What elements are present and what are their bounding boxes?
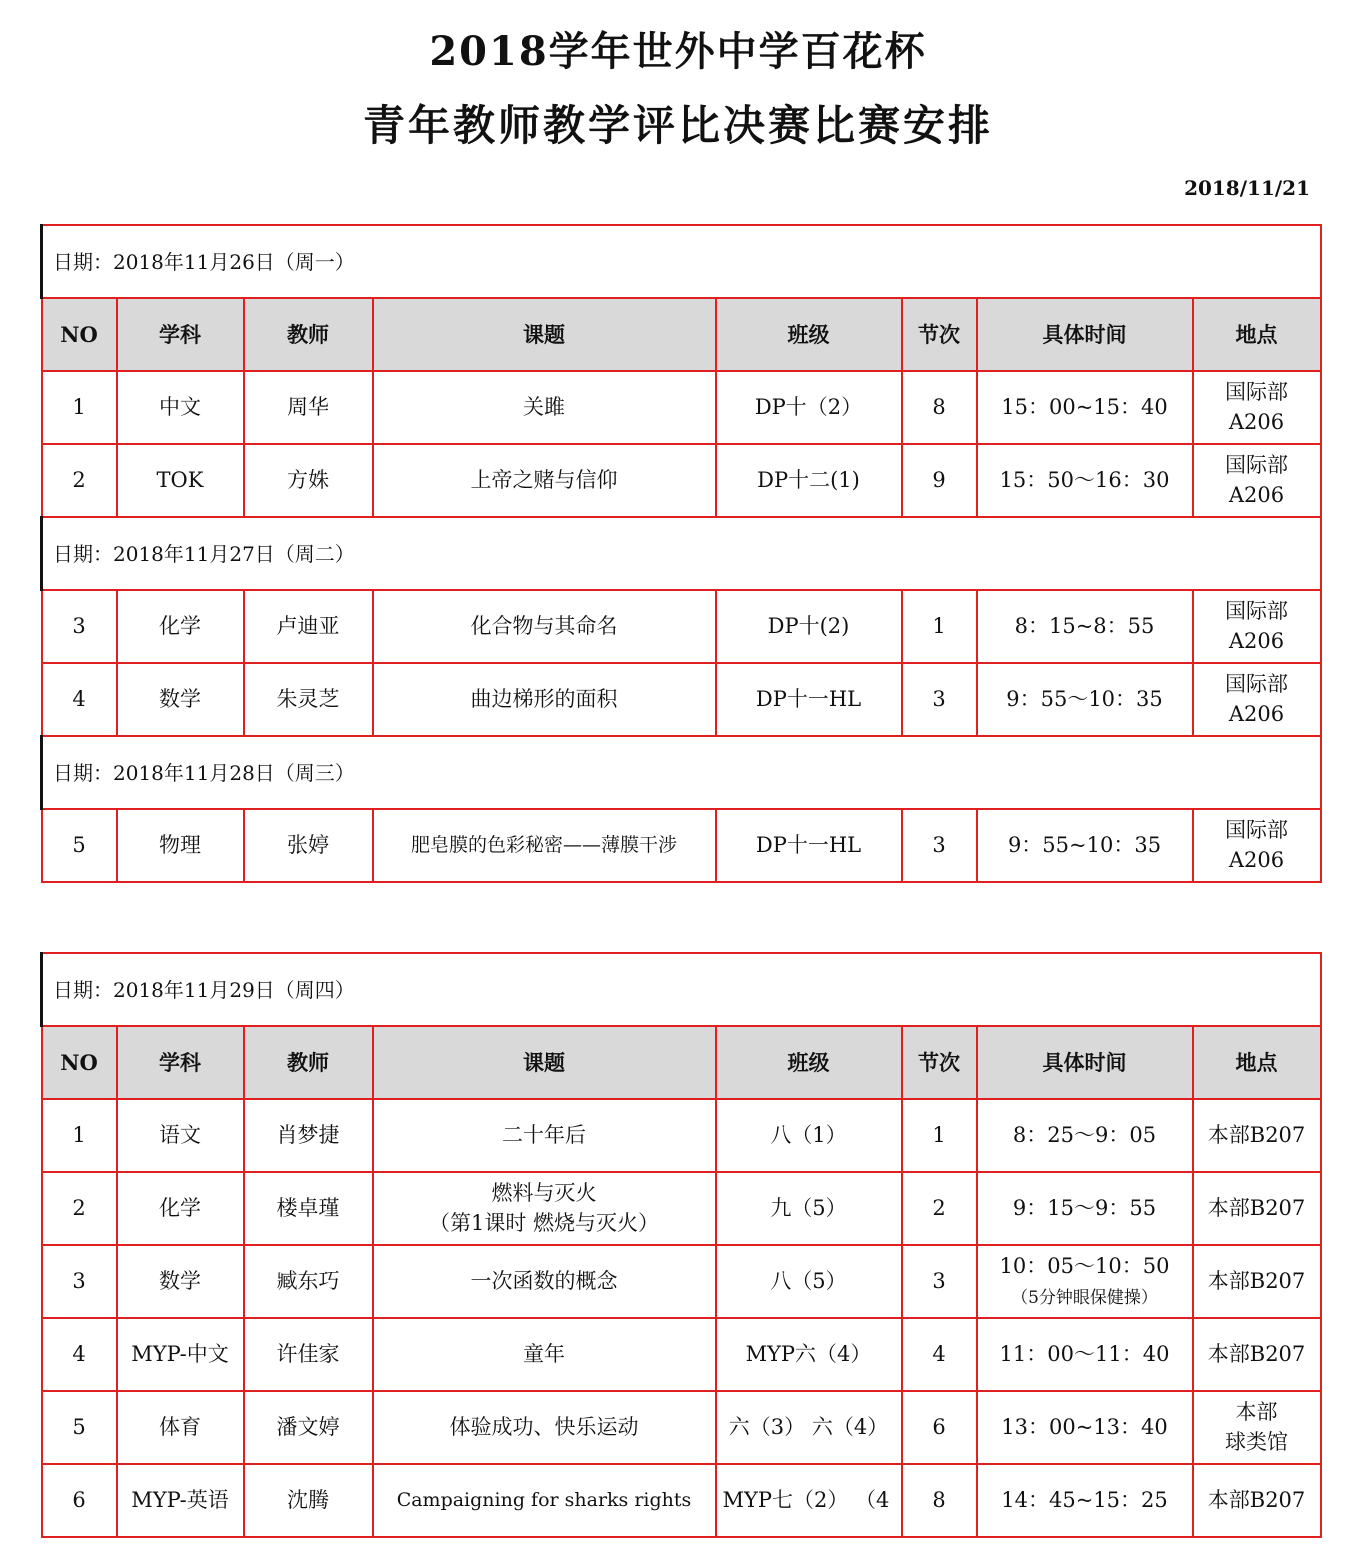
topic-sub: （第1课时 燃烧与灭火） bbox=[428, 1210, 660, 1235]
table-row bbox=[42, 590, 1321, 663]
place-room: 球类馆 bbox=[1225, 1429, 1289, 1454]
cell-teacher: 沈腾 bbox=[244, 1464, 373, 1537]
cell-period: 3 bbox=[902, 663, 977, 736]
cell-subject: 物理 bbox=[117, 809, 244, 882]
cell-no: 1 bbox=[42, 1099, 117, 1172]
col-header-time: 具体时间 bbox=[977, 298, 1193, 371]
cell-place bbox=[1193, 444, 1321, 517]
place-room: A206 bbox=[1228, 847, 1285, 872]
cell-topic: 化合物与其命名 bbox=[373, 590, 716, 663]
table-row bbox=[42, 371, 1321, 444]
cell-subject: 数学 bbox=[117, 1245, 244, 1318]
cell-no: 5 bbox=[42, 1391, 117, 1464]
place-building: 国际部 bbox=[1225, 453, 1289, 478]
cell-teacher: 方姝 bbox=[244, 444, 373, 517]
cell-subject: 语文 bbox=[117, 1099, 244, 1172]
cell-time: 8：15~8：55 bbox=[977, 590, 1193, 663]
place-building: 国际部 bbox=[1225, 380, 1289, 405]
cell-topic: 童年 bbox=[373, 1318, 716, 1391]
cell-time bbox=[977, 1245, 1193, 1318]
col-header-teacher: 教师 bbox=[244, 298, 373, 371]
cell-topic: 体验成功、快乐运动 bbox=[373, 1391, 716, 1464]
cell-no: 2 bbox=[42, 1172, 117, 1245]
col-header-no: NO bbox=[42, 1026, 117, 1099]
cell-topic bbox=[373, 1172, 716, 1245]
cell-teacher: 臧东巧 bbox=[244, 1245, 373, 1318]
cell-class: MYP六（4） bbox=[716, 1318, 902, 1391]
col-header-place: 地点 bbox=[1193, 1026, 1321, 1099]
cell-topic: 肥皂膜的色彩秘密——薄膜干涉 bbox=[373, 809, 716, 882]
cell-period: 8 bbox=[902, 1464, 977, 1537]
cell-time: 11：00～11：40 bbox=[977, 1318, 1193, 1391]
cell-teacher: 张婷 bbox=[244, 809, 373, 882]
day-header-thu: 日期：2018年11月29日（周四） bbox=[42, 953, 1321, 1026]
cell-no: 4 bbox=[42, 1318, 117, 1391]
column-header-row bbox=[42, 298, 1321, 371]
cell-no: 3 bbox=[42, 1245, 117, 1318]
cell-no: 3 bbox=[42, 590, 117, 663]
cell-place bbox=[1193, 1391, 1321, 1464]
col-header-class: 班级 bbox=[716, 1026, 902, 1099]
cell-topic: 上帝之赌与信仰 bbox=[373, 444, 716, 517]
cell-topic: 关雎 bbox=[373, 371, 716, 444]
cell-time: 15：00~15：40 bbox=[977, 371, 1193, 444]
cell-time: 14：45~15：25 bbox=[977, 1464, 1193, 1537]
cell-class: DP十一HL bbox=[716, 663, 902, 736]
cell-teacher: 周华 bbox=[244, 371, 373, 444]
col-header-topic: 课题 bbox=[373, 298, 716, 371]
day-header-tue: 日期：2018年11月27日（周二） bbox=[42, 517, 1321, 590]
table-row bbox=[42, 444, 1321, 517]
cell-period: 2 bbox=[902, 1172, 977, 1245]
cell-subject: MYP-英语 bbox=[117, 1464, 244, 1537]
cell-time: 13：00~13：40 bbox=[977, 1391, 1193, 1464]
table-row bbox=[42, 1391, 1321, 1464]
cell-no: 6 bbox=[42, 1464, 117, 1537]
table-row bbox=[42, 1464, 1321, 1537]
cell-class: DP十二(1) bbox=[716, 444, 902, 517]
time-note: （5分钟眼保健操） bbox=[1011, 1287, 1158, 1308]
cell-class: 九（5） bbox=[716, 1172, 902, 1245]
cell-period: 1 bbox=[902, 1099, 977, 1172]
cell-period: 3 bbox=[902, 1245, 977, 1318]
cell-subject: 中文 bbox=[117, 371, 244, 444]
cell-teacher: 潘文婷 bbox=[244, 1391, 373, 1464]
cell-place: 本部B207 bbox=[1193, 1245, 1321, 1318]
cell-teacher: 楼卓瑾 bbox=[244, 1172, 373, 1245]
cell-no: 2 bbox=[42, 444, 117, 517]
col-header-time: 具体时间 bbox=[977, 1026, 1193, 1099]
cell-topic: Campaigning for sharks rights bbox=[373, 1464, 716, 1537]
cell-subject: TOK bbox=[117, 444, 244, 517]
cell-period: 8 bbox=[902, 371, 977, 444]
cell-place bbox=[1193, 590, 1321, 663]
cell-subject: 化学 bbox=[117, 590, 244, 663]
cell-class: DP十（2） bbox=[716, 371, 902, 444]
place-room: A206 bbox=[1228, 628, 1285, 653]
cell-subject: 数学 bbox=[117, 663, 244, 736]
time-range: 10：05～10：50 bbox=[999, 1254, 1170, 1279]
cell-teacher: 卢迪亚 bbox=[244, 590, 373, 663]
cell-period: 3 bbox=[902, 809, 977, 882]
cell-period: 1 bbox=[902, 590, 977, 663]
col-header-topic: 课题 bbox=[373, 1026, 716, 1099]
cell-class: MYP七（2） （4 bbox=[716, 1464, 902, 1537]
place-building: 国际部 bbox=[1225, 818, 1289, 843]
cell-period: 6 bbox=[902, 1391, 977, 1464]
day-header-wed: 日期：2018年11月28日（周三） bbox=[42, 736, 1321, 809]
table-row bbox=[42, 809, 1321, 882]
col-header-period: 节次 bbox=[902, 1026, 977, 1099]
topic-main: 燃料与灭火 bbox=[491, 1181, 597, 1206]
col-header-subject: 学科 bbox=[117, 1026, 244, 1099]
table-row bbox=[42, 663, 1321, 736]
column-header-row bbox=[42, 1026, 1321, 1099]
cell-period: 9 bbox=[902, 444, 977, 517]
cell-class: 六（3） 六（4） bbox=[716, 1391, 902, 1464]
schedule-table-1 bbox=[40, 224, 1322, 883]
day-header-mon: 日期：2018年11月26日（周一） bbox=[42, 225, 1321, 298]
cell-time: 15：50～16：30 bbox=[977, 444, 1193, 517]
cell-place: 本部B207 bbox=[1193, 1464, 1321, 1537]
place-room: A206 bbox=[1228, 701, 1285, 726]
col-header-teacher: 教师 bbox=[244, 1026, 373, 1099]
cell-no: 1 bbox=[42, 371, 117, 444]
col-header-class: 班级 bbox=[716, 298, 902, 371]
place-building: 国际部 bbox=[1225, 599, 1289, 624]
cell-topic: 一次函数的概念 bbox=[373, 1245, 716, 1318]
place-room: A206 bbox=[1228, 409, 1285, 434]
cell-place: 本部B207 bbox=[1193, 1099, 1321, 1172]
title-line-2: 青年教师教学评比决赛比赛安排 bbox=[362, 101, 993, 150]
cell-subject: 体育 bbox=[117, 1391, 244, 1464]
cell-teacher: 许佳家 bbox=[244, 1318, 373, 1391]
cell-class: 八（5） bbox=[716, 1245, 902, 1318]
cell-class: 八（1） bbox=[716, 1099, 902, 1172]
cell-place bbox=[1193, 663, 1321, 736]
col-header-period: 节次 bbox=[902, 298, 977, 371]
cell-period: 4 bbox=[902, 1318, 977, 1391]
table-row bbox=[42, 1172, 1321, 1245]
cell-topic: 曲边梯形的面积 bbox=[373, 663, 716, 736]
cell-time: 8：25～9：05 bbox=[977, 1099, 1193, 1172]
cell-time: 9：15～9：55 bbox=[977, 1172, 1193, 1245]
table-row bbox=[42, 1245, 1321, 1318]
table-row bbox=[42, 1318, 1321, 1391]
col-header-place: 地点 bbox=[1193, 298, 1321, 371]
cell-subject: MYP-中文 bbox=[117, 1318, 244, 1391]
col-header-no: NO bbox=[42, 298, 117, 371]
table-row bbox=[42, 1099, 1321, 1172]
schedule-table-2 bbox=[40, 952, 1322, 1538]
cell-no: 4 bbox=[42, 663, 117, 736]
place-building: 本部 bbox=[1235, 1400, 1278, 1425]
cell-time: 9：55～10：35 bbox=[977, 663, 1193, 736]
cell-time: 9：55~10：35 bbox=[977, 809, 1193, 882]
cell-place: 本部B207 bbox=[1193, 1318, 1321, 1391]
cell-place: 本部B207 bbox=[1193, 1172, 1321, 1245]
cell-place bbox=[1193, 809, 1321, 882]
cell-class: DP十(2) bbox=[716, 590, 902, 663]
title-line-1: 2018学年世外中学百花杯 bbox=[429, 28, 927, 75]
place-building: 国际部 bbox=[1225, 672, 1289, 697]
cell-teacher: 肖梦捷 bbox=[244, 1099, 373, 1172]
cell-teacher: 朱灵芝 bbox=[244, 663, 373, 736]
cell-class: DP十一HL bbox=[716, 809, 902, 882]
cell-topic: 二十年后 bbox=[373, 1099, 716, 1172]
cell-no: 5 bbox=[42, 809, 117, 882]
col-header-subject: 学科 bbox=[117, 298, 244, 371]
issue-date: 2018/11/21 bbox=[1184, 176, 1310, 200]
cell-subject: 化学 bbox=[117, 1172, 244, 1245]
place-room: A206 bbox=[1228, 482, 1285, 507]
cell-place bbox=[1193, 371, 1321, 444]
